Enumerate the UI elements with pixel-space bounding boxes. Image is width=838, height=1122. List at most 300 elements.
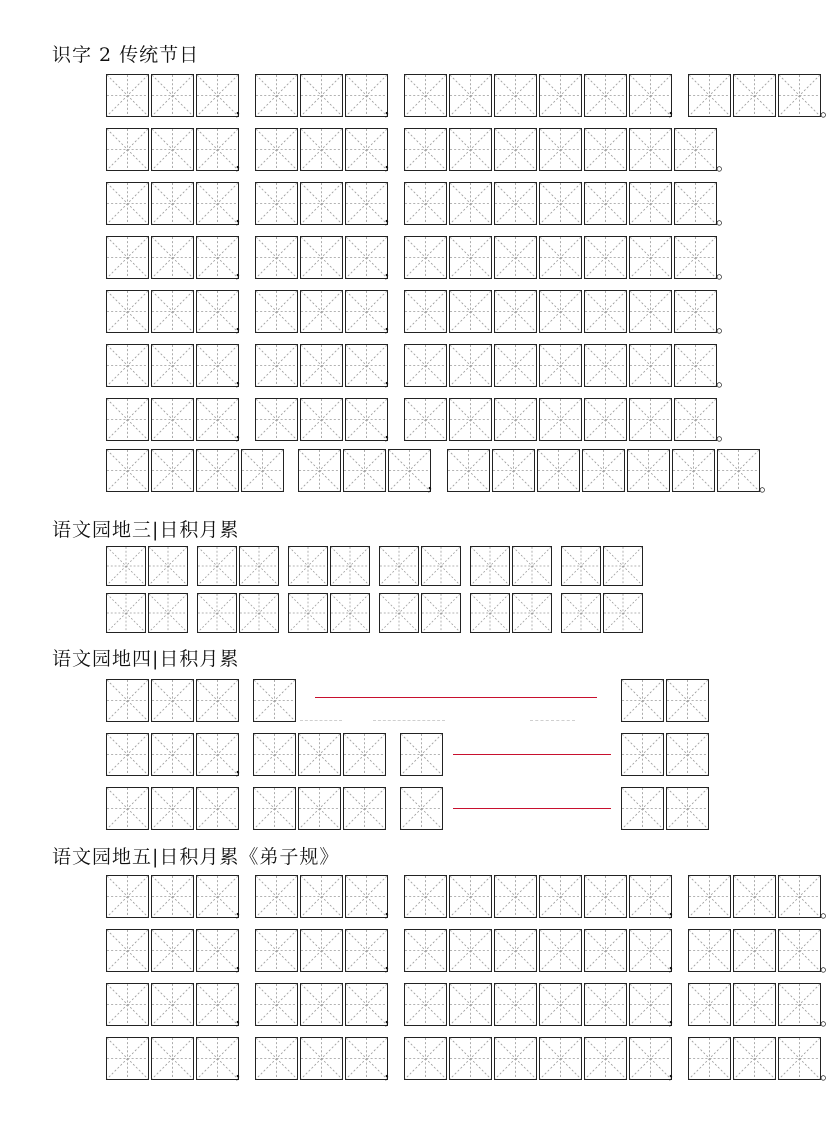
writing-grid-cell[interactable] [255, 1037, 298, 1080]
writing-grid-cell[interactable] [404, 290, 447, 333]
tian-zi-guide-lines [197, 984, 238, 1025]
comma-mark: ， [235, 422, 253, 443]
writing-grid-cell[interactable] [345, 929, 388, 972]
writing-grid-cell[interactable] [539, 128, 582, 171]
writing-grid-cell[interactable] [400, 787, 443, 830]
tian-zi-guide-lines [422, 547, 460, 585]
writing-grid-cell[interactable] [106, 128, 149, 171]
writing-grid-cell[interactable] [239, 546, 279, 586]
tian-zi-guide-lines [585, 930, 626, 971]
writing-grid-cell[interactable] [300, 344, 343, 387]
answer-line[interactable] [315, 697, 597, 698]
writing-grid-cell[interactable] [778, 1037, 821, 1080]
writing-grid-cell[interactable] [379, 593, 419, 633]
writing-grid-cell[interactable] [539, 983, 582, 1026]
tian-zi-guide-lines [630, 183, 671, 224]
writing-grid-cell[interactable] [148, 593, 188, 633]
writing-grid-cell[interactable] [584, 344, 627, 387]
tian-zi-guide-lines [689, 984, 730, 1025]
tian-zi-guide-lines [346, 984, 387, 1025]
comma-mark: ， [235, 368, 253, 389]
writing-grid-cell[interactable] [449, 290, 492, 333]
writing-grid-cell[interactable] [151, 983, 194, 1026]
writing-grid-cell[interactable] [404, 344, 447, 387]
tian-zi-guide-lines [401, 734, 442, 775]
tian-zi-guide-lines [540, 1038, 581, 1079]
writing-grid-cell[interactable] [778, 875, 821, 918]
tian-zi-guide-lines [495, 984, 536, 1025]
writing-grid-cell[interactable] [253, 787, 296, 830]
tian-zi-guide-lines [197, 680, 238, 721]
writing-grid-cell[interactable] [106, 290, 149, 333]
writing-grid-cell[interactable] [196, 74, 239, 117]
writing-grid-cell[interactable] [666, 679, 709, 722]
writing-grid-cell[interactable] [300, 182, 343, 225]
writing-grid-cell[interactable] [288, 593, 328, 633]
writing-grid-cell[interactable] [151, 74, 194, 117]
writing-grid-cell[interactable] [151, 398, 194, 441]
writing-grid-cell[interactable] [561, 593, 601, 633]
writing-grid-cell[interactable] [449, 344, 492, 387]
writing-grid-cell[interactable] [494, 344, 537, 387]
writing-grid-cell[interactable] [629, 398, 672, 441]
comma-mark: ， [235, 206, 253, 227]
tian-zi-guide-lines [301, 183, 342, 224]
tian-zi-guide-lines [630, 1038, 671, 1079]
writing-grid-cell[interactable] [300, 128, 343, 171]
tian-zi-guide-lines [301, 291, 342, 332]
period-mark: 。 [716, 316, 734, 337]
tian-zi-guide-lines [779, 876, 820, 917]
tian-zi-guide-lines [152, 876, 193, 917]
writing-grid-cell[interactable] [345, 290, 388, 333]
writing-grid-cell[interactable] [106, 733, 149, 776]
writing-grid-cell[interactable] [197, 593, 237, 633]
writing-grid-cell[interactable] [404, 983, 447, 1026]
writing-grid-cell[interactable] [255, 929, 298, 972]
comma-mark: ， [384, 1061, 402, 1082]
writing-grid-cell[interactable] [674, 128, 717, 171]
tian-zi-guide-lines [405, 876, 446, 917]
writing-grid-cell[interactable] [255, 398, 298, 441]
tian-zi-guide-lines [107, 129, 148, 170]
writing-grid-cell[interactable] [255, 128, 298, 171]
tian-zi-guide-lines [471, 547, 509, 585]
writing-grid-cell[interactable] [539, 290, 582, 333]
writing-grid-cell[interactable] [298, 449, 341, 492]
comma-mark: ， [384, 152, 402, 173]
writing-grid-cell[interactable] [300, 290, 343, 333]
writing-grid-cell[interactable] [449, 398, 492, 441]
writing-grid-cell[interactable] [255, 74, 298, 117]
tian-zi-guide-lines [448, 450, 489, 491]
writing-grid-cell[interactable] [151, 1037, 194, 1080]
writing-grid-cell[interactable] [253, 679, 296, 722]
writing-grid-cell[interactable] [621, 787, 664, 830]
writing-grid-cell[interactable] [674, 236, 717, 279]
tian-zi-guide-lines [254, 680, 295, 721]
writing-grid-cell[interactable] [330, 546, 370, 586]
writing-grid-cell[interactable] [388, 449, 431, 492]
writing-grid-cell[interactable] [629, 929, 672, 972]
tian-zi-guide-lines [197, 930, 238, 971]
writing-grid-cell[interactable] [298, 787, 341, 830]
tian-zi-guide-lines [405, 291, 446, 332]
writing-grid-cell[interactable] [494, 290, 537, 333]
writing-grid-cell[interactable] [449, 929, 492, 972]
writing-grid-cell[interactable] [300, 74, 343, 117]
writing-grid-cell[interactable] [196, 1037, 239, 1080]
writing-grid-cell[interactable] [492, 449, 535, 492]
faint-guide-line [300, 720, 342, 721]
writing-grid-cell[interactable] [196, 236, 239, 279]
writing-grid-cell[interactable] [421, 593, 461, 633]
writing-grid-cell[interactable] [449, 983, 492, 1026]
writing-grid-cell[interactable] [300, 929, 343, 972]
tian-zi-guide-lines [734, 1038, 775, 1079]
writing-grid-cell[interactable] [629, 344, 672, 387]
writing-grid-cell[interactable] [778, 74, 821, 117]
tian-zi-guide-lines [630, 291, 671, 332]
writing-grid-cell[interactable] [584, 1037, 627, 1080]
tian-zi-guide-lines [689, 876, 730, 917]
writing-grid-cell[interactable] [688, 74, 731, 117]
writing-grid-cell[interactable] [629, 983, 672, 1026]
tian-zi-guide-lines [197, 1038, 238, 1079]
writing-grid-cell[interactable] [196, 128, 239, 171]
writing-grid-cell[interactable] [494, 398, 537, 441]
comma-mark: ， [235, 953, 253, 974]
tian-zi-guide-lines [689, 930, 730, 971]
tian-zi-guide-lines [540, 291, 581, 332]
tian-zi-guide-lines [585, 1038, 626, 1079]
period-mark: 。 [759, 475, 777, 496]
writing-grid-cell[interactable] [300, 983, 343, 1026]
writing-grid-cell[interactable] [255, 236, 298, 279]
tian-zi-guide-lines [256, 291, 297, 332]
writing-grid-cell[interactable] [106, 679, 149, 722]
writing-grid-cell[interactable] [494, 983, 537, 1026]
writing-grid-cell[interactable] [494, 182, 537, 225]
writing-grid-cell[interactable] [584, 398, 627, 441]
writing-grid-cell[interactable] [196, 344, 239, 387]
writing-grid-cell[interactable] [106, 875, 149, 918]
writing-grid-cell[interactable] [582, 449, 625, 492]
writing-grid-cell[interactable] [629, 74, 672, 117]
writing-grid-cell[interactable] [196, 182, 239, 225]
writing-grid-cell[interactable] [106, 983, 149, 1026]
writing-grid-cell[interactable] [674, 398, 717, 441]
writing-grid-cell[interactable] [584, 74, 627, 117]
writing-grid-cell[interactable] [672, 449, 715, 492]
writing-grid-cell[interactable] [241, 449, 284, 492]
tian-zi-guide-lines [585, 237, 626, 278]
writing-grid-cell[interactable] [621, 679, 664, 722]
tian-zi-guide-lines [242, 450, 283, 491]
writing-grid-cell[interactable] [674, 290, 717, 333]
writing-grid-cell[interactable] [629, 290, 672, 333]
writing-grid-cell[interactable] [733, 74, 776, 117]
tian-zi-guide-lines [289, 594, 327, 632]
writing-grid-cell[interactable] [151, 733, 194, 776]
writing-grid-cell[interactable] [733, 983, 776, 1026]
writing-grid-cell[interactable] [539, 74, 582, 117]
writing-grid-cell[interactable] [539, 929, 582, 972]
tian-zi-guide-lines [301, 984, 342, 1025]
writing-grid-cell[interactable] [627, 449, 670, 492]
writing-grid-cell[interactable] [494, 929, 537, 972]
writing-grid-cell[interactable] [379, 546, 419, 586]
tian-zi-guide-lines [422, 594, 460, 632]
writing-grid-cell[interactable] [666, 787, 709, 830]
tian-zi-guide-lines [197, 345, 238, 386]
writing-grid-cell[interactable] [345, 398, 388, 441]
writing-grid-cell[interactable] [404, 128, 447, 171]
writing-grid-cell[interactable] [196, 449, 239, 492]
tian-zi-guide-lines [495, 237, 536, 278]
writing-grid-cell[interactable] [345, 74, 388, 117]
writing-grid-cell[interactable] [688, 929, 731, 972]
answer-line[interactable] [453, 754, 611, 755]
writing-grid-cell[interactable] [539, 236, 582, 279]
writing-grid-cell[interactable] [197, 546, 237, 586]
writing-grid-cell[interactable] [584, 983, 627, 1026]
tian-zi-guide-lines [254, 788, 295, 829]
writing-grid-cell[interactable] [447, 449, 490, 492]
writing-grid-cell[interactable] [343, 733, 386, 776]
writing-grid-cell[interactable] [449, 236, 492, 279]
writing-grid-cell[interactable] [603, 546, 643, 586]
writing-grid-cell[interactable] [151, 236, 194, 279]
tian-zi-guide-lines [256, 930, 297, 971]
writing-grid-cell[interactable] [196, 787, 239, 830]
writing-grid-cell[interactable] [717, 449, 760, 492]
writing-grid-cell[interactable] [148, 546, 188, 586]
writing-grid-cell[interactable] [494, 1037, 537, 1080]
tian-zi-guide-lines [152, 183, 193, 224]
writing-grid-cell[interactable] [345, 236, 388, 279]
writing-grid-cell[interactable] [512, 593, 552, 633]
section-title-traditional-festivals: 识字 2 传统节日 [52, 44, 200, 66]
writing-grid-cell[interactable] [106, 236, 149, 279]
tian-zi-guide-lines [405, 129, 446, 170]
writing-grid-cell[interactable] [584, 875, 627, 918]
tian-zi-guide-lines [405, 183, 446, 224]
comma-mark: ， [235, 1061, 253, 1082]
tian-zi-guide-lines [107, 680, 148, 721]
comma-mark: ， [235, 314, 253, 335]
writing-grid-cell[interactable] [255, 983, 298, 1026]
writing-grid-cell[interactable] [151, 679, 194, 722]
tian-zi-guide-lines [495, 930, 536, 971]
tian-zi-guide-lines [152, 75, 193, 116]
writing-grid-cell[interactable] [106, 1037, 149, 1080]
writing-grid-cell[interactable] [603, 593, 643, 633]
writing-grid-cell[interactable] [239, 593, 279, 633]
writing-grid-cell[interactable] [584, 236, 627, 279]
writing-grid-cell[interactable] [106, 929, 149, 972]
writing-grid-cell[interactable] [151, 344, 194, 387]
writing-grid-cell[interactable] [629, 1037, 672, 1080]
tian-zi-guide-lines [450, 930, 491, 971]
writing-grid-cell[interactable] [674, 344, 717, 387]
writing-grid-cell[interactable] [688, 983, 731, 1026]
writing-grid-cell[interactable] [343, 787, 386, 830]
writing-grid-cell[interactable] [288, 546, 328, 586]
tian-zi-guide-lines [301, 876, 342, 917]
writing-grid-cell[interactable] [345, 182, 388, 225]
writing-grid-cell[interactable] [400, 733, 443, 776]
writing-grid-cell[interactable] [584, 290, 627, 333]
writing-grid-cell[interactable] [106, 546, 146, 586]
writing-grid-cell[interactable] [343, 449, 386, 492]
tian-zi-guide-lines [299, 788, 340, 829]
writing-grid-cell[interactable] [196, 733, 239, 776]
period-mark: 。 [820, 1063, 838, 1084]
tian-zi-guide-lines [299, 734, 340, 775]
writing-grid-cell[interactable] [106, 449, 149, 492]
writing-grid-cell[interactable] [470, 593, 510, 633]
writing-grid-cell[interactable] [106, 593, 146, 633]
writing-grid-cell[interactable] [151, 449, 194, 492]
writing-grid-cell[interactable] [449, 1037, 492, 1080]
writing-grid-cell[interactable] [298, 733, 341, 776]
writing-grid-cell[interactable] [253, 733, 296, 776]
writing-grid-cell[interactable] [196, 290, 239, 333]
writing-grid-cell[interactable] [345, 875, 388, 918]
writing-grid-cell[interactable] [539, 344, 582, 387]
writing-grid-cell[interactable] [778, 929, 821, 972]
writing-grid-cell[interactable] [688, 875, 731, 918]
writing-grid-cell[interactable] [449, 875, 492, 918]
writing-grid-cell[interactable] [404, 398, 447, 441]
writing-grid-cell[interactable] [404, 875, 447, 918]
comma-mark: ， [384, 368, 402, 389]
writing-grid-cell[interactable] [345, 1037, 388, 1080]
writing-grid-cell[interactable] [421, 546, 461, 586]
tian-zi-guide-lines [471, 594, 509, 632]
writing-grid-cell[interactable] [621, 733, 664, 776]
tian-zi-guide-lines [346, 1038, 387, 1079]
writing-grid-cell[interactable] [629, 875, 672, 918]
tian-zi-guide-lines [495, 345, 536, 386]
writing-grid-cell[interactable] [196, 929, 239, 972]
writing-grid-cell[interactable] [584, 128, 627, 171]
writing-grid-cell[interactable] [733, 929, 776, 972]
writing-grid-cell[interactable] [196, 398, 239, 441]
tian-zi-guide-lines [673, 450, 714, 491]
writing-grid-cell[interactable] [255, 290, 298, 333]
writing-grid-cell[interactable] [151, 929, 194, 972]
writing-grid-cell[interactable] [584, 929, 627, 972]
writing-grid-cell[interactable] [449, 182, 492, 225]
writing-grid-cell[interactable] [539, 1037, 582, 1080]
writing-grid-cell[interactable] [300, 875, 343, 918]
writing-grid-cell[interactable] [629, 128, 672, 171]
writing-grid-cell[interactable] [345, 128, 388, 171]
writing-grid-cell[interactable] [255, 875, 298, 918]
writing-grid-cell[interactable] [539, 182, 582, 225]
writing-grid-cell[interactable] [629, 236, 672, 279]
writing-grid-cell[interactable] [733, 875, 776, 918]
writing-grid-cell[interactable] [151, 875, 194, 918]
writing-grid-cell[interactable] [470, 546, 510, 586]
writing-grid-cell[interactable] [688, 1037, 731, 1080]
writing-grid-cell[interactable] [106, 182, 149, 225]
tian-zi-guide-lines [152, 345, 193, 386]
writing-grid-cell[interactable] [674, 182, 717, 225]
writing-grid-cell[interactable] [537, 449, 580, 492]
writing-grid-cell[interactable] [255, 182, 298, 225]
comma-mark: ， [235, 899, 253, 920]
writing-grid-cell[interactable] [404, 1037, 447, 1080]
writing-grid-cell[interactable] [196, 983, 239, 1026]
writing-grid-cell[interactable] [539, 875, 582, 918]
comma-mark: ， [384, 422, 402, 443]
writing-grid-cell[interactable] [196, 679, 239, 722]
writing-grid-cell[interactable] [494, 236, 537, 279]
writing-grid-cell[interactable] [345, 983, 388, 1026]
writing-grid-cell[interactable] [300, 398, 343, 441]
comma-mark: ， [384, 953, 402, 974]
writing-grid-cell[interactable] [561, 546, 601, 586]
writing-grid-cell[interactable] [106, 398, 149, 441]
answer-line[interactable] [453, 808, 611, 809]
writing-grid-cell[interactable] [494, 875, 537, 918]
writing-grid-cell[interactable] [539, 398, 582, 441]
writing-grid-cell[interactable] [404, 182, 447, 225]
writing-grid-cell[interactable] [494, 74, 537, 117]
writing-grid-cell[interactable] [629, 182, 672, 225]
tian-zi-guide-lines [495, 399, 536, 440]
writing-grid-cell[interactable] [404, 74, 447, 117]
tian-zi-guide-lines [405, 984, 446, 1025]
writing-grid-cell[interactable] [196, 875, 239, 918]
writing-grid-cell[interactable] [404, 929, 447, 972]
writing-grid-cell[interactable] [512, 546, 552, 586]
writing-grid-cell[interactable] [666, 733, 709, 776]
comma-mark: ， [235, 1007, 253, 1028]
tian-zi-guide-lines [405, 1038, 446, 1079]
writing-grid-cell[interactable] [778, 983, 821, 1026]
writing-grid-cell[interactable] [106, 344, 149, 387]
writing-grid-cell[interactable] [494, 128, 537, 171]
writing-grid-cell[interactable] [300, 236, 343, 279]
writing-grid-cell[interactable] [449, 74, 492, 117]
writing-grid-cell[interactable] [151, 182, 194, 225]
writing-grid-cell[interactable] [106, 74, 149, 117]
tian-zi-guide-lines [585, 291, 626, 332]
writing-grid-cell[interactable] [733, 1037, 776, 1080]
writing-grid-cell[interactable] [300, 1037, 343, 1080]
writing-grid-cell[interactable] [106, 787, 149, 830]
writing-grid-cell[interactable] [151, 128, 194, 171]
writing-grid-cell[interactable] [345, 344, 388, 387]
writing-grid-cell[interactable] [330, 593, 370, 633]
writing-grid-cell[interactable] [151, 290, 194, 333]
writing-grid-cell[interactable] [151, 787, 194, 830]
tian-zi-guide-lines [630, 876, 671, 917]
comma-mark: ， [235, 260, 253, 281]
writing-grid-cell[interactable] [255, 344, 298, 387]
tian-zi-guide-lines [152, 291, 193, 332]
writing-grid-cell[interactable] [449, 128, 492, 171]
writing-grid-cell[interactable] [404, 236, 447, 279]
tian-zi-guide-lines [197, 788, 238, 829]
tian-zi-guide-lines [540, 399, 581, 440]
writing-grid-cell[interactable] [584, 182, 627, 225]
comma-mark: ， [384, 1007, 402, 1028]
